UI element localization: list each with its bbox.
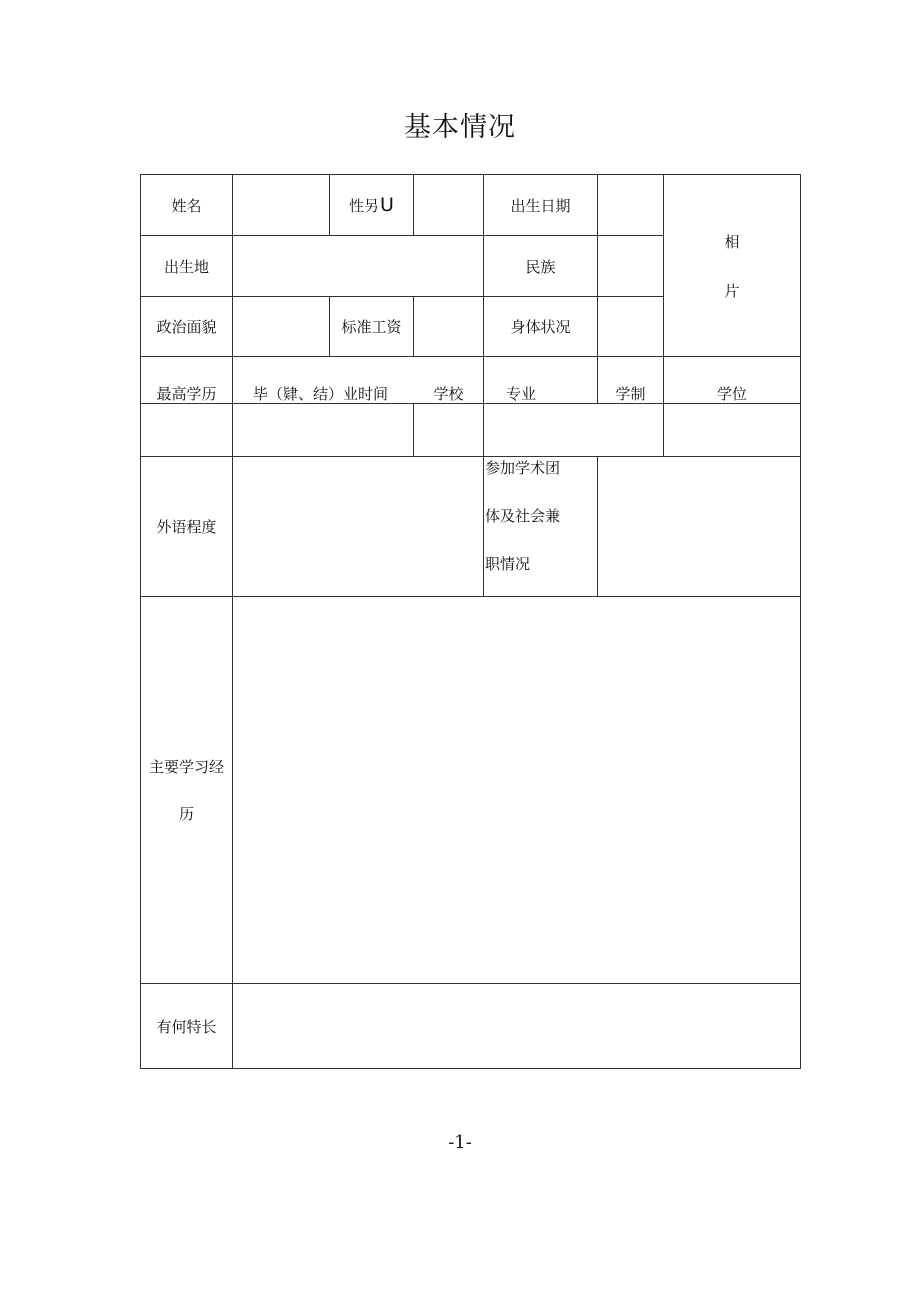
duration-header: 学制: [597, 356, 664, 404]
photo-box[interactable]: [663, 174, 801, 357]
political-status-field[interactable]: [232, 296, 330, 357]
highest-degree-field[interactable]: [140, 403, 233, 457]
societies-label-line2: 体及社会兼: [485, 507, 561, 525]
foreign-language-field[interactable]: [232, 456, 484, 597]
societies-field[interactable]: [597, 456, 801, 597]
societies-label: [483, 456, 598, 597]
health-field[interactable]: [597, 296, 664, 357]
foreign-language-label: 外语程度: [140, 456, 233, 597]
gender-label: [329, 174, 414, 236]
specialties-label: 有何特长: [140, 983, 233, 1069]
political-status-label: 政治面貌: [140, 296, 233, 357]
major-field[interactable]: [483, 403, 664, 457]
graduation-time-header: 毕（肄、结）业时间: [232, 356, 484, 404]
name-label: 姓名: [140, 174, 233, 236]
standard-salary-label: 标准工资: [329, 296, 414, 357]
major-header: 专业: [483, 356, 598, 404]
page-title: 基本情况: [404, 112, 516, 143]
ethnicity-field[interactable]: [597, 235, 664, 297]
study-history-label: [140, 596, 233, 984]
ethnicity-label: 民族: [483, 235, 598, 297]
degree-header: 学位: [663, 356, 801, 404]
photo-label-line2: 片: [724, 281, 740, 300]
specialties-field[interactable]: [232, 983, 801, 1069]
gender-field[interactable]: [413, 174, 484, 236]
gender-label-text: 性另: [349, 196, 380, 215]
societies-label-line1: 参加学术团: [485, 459, 561, 477]
birthplace-label: 出生地: [140, 235, 233, 297]
school-field[interactable]: [413, 403, 484, 457]
degree-field[interactable]: [663, 403, 801, 457]
study-history-label-line2: 历: [178, 805, 194, 823]
standard-salary-field[interactable]: [413, 296, 484, 357]
study-history-field[interactable]: [232, 596, 801, 984]
page-number: -1-: [448, 1132, 472, 1153]
school-header: 学校: [433, 384, 464, 403]
societies-label-line3: 职情况: [485, 555, 531, 573]
study-history-label-line1: 主要学习经: [148, 758, 224, 776]
birthplace-field[interactable]: [232, 235, 484, 297]
health-label: 身体状况: [483, 296, 598, 357]
birth-date-field[interactable]: [597, 174, 664, 236]
name-field[interactable]: [232, 174, 330, 236]
birth-date-label: 出生日期: [483, 174, 598, 236]
graduation-time-field[interactable]: [232, 403, 414, 457]
gender-mark: U: [380, 194, 394, 216]
photo-label-line1: 相: [724, 232, 740, 251]
highest-degree-label: 最高学历: [140, 356, 233, 404]
